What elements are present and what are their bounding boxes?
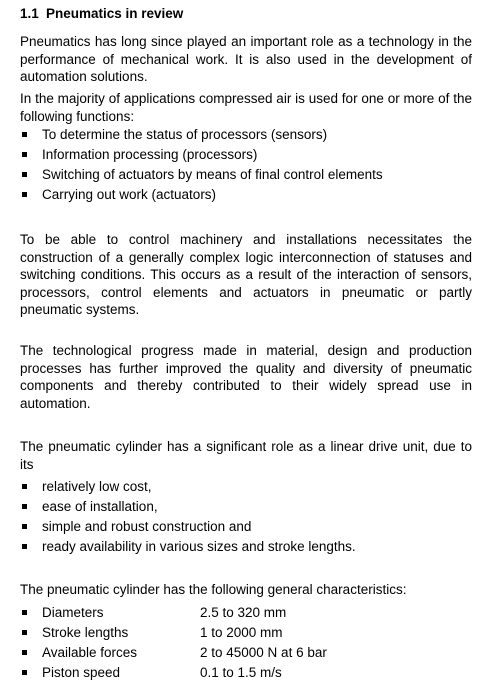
list-item-text: To determine the status of processors (sensors) [42, 127, 328, 142]
list-item [20, 165, 472, 185]
characteristic-label: Available forces [42, 645, 138, 660]
list-item-text: ease of installation, [42, 499, 158, 514]
paragraph-characteristics-intro: The pneumatic cylinder has the following general characteristics: [20, 582, 407, 597]
list-item-text: Information processing (processors) [42, 147, 258, 162]
bullet-icon [22, 670, 27, 675]
characteristic-value: 0.1 to 1.5 m/s [200, 665, 282, 680]
list-item [20, 145, 472, 165]
bullet-icon [22, 132, 27, 137]
section-heading [20, 6, 183, 22]
characteristic-value: 2.5 to 320 mm [200, 605, 287, 620]
list-item [20, 537, 472, 557]
characteristic-label: Diameters [42, 605, 104, 620]
functions-list [20, 125, 472, 205]
paragraph-cylinder-role: The pneumatic cylinder has a significant role as a linear drive unit, due to its [20, 439, 472, 472]
bullet-icon [22, 172, 27, 177]
bullet-icon [22, 524, 27, 529]
list-item-text: Switching of actuators by means of final control elements [42, 167, 383, 182]
bullet-icon [22, 192, 27, 197]
bullet-icon [22, 610, 27, 615]
bullet-icon [22, 152, 27, 157]
list-item [20, 185, 472, 205]
characteristic-label: Stroke lengths [42, 625, 129, 640]
list-item [20, 603, 472, 623]
paragraph-control-machinery: To be able to control machinery and installations necessitates the construction of a generally complex logic interconnection of statuses and switching conditions. This occurs as a result of the interaction of sensors, processors, control elements and actuators in pneumatic or partly pneumatic systems. [20, 232, 472, 317]
characteristic-value: 1 to 2000 mm [200, 625, 283, 640]
paragraph-technological-progress: The technological progress made in material, design and production processes has further improved the quality and diversity of pneumatic components and thereby contributed to their widely spread use in automation. [20, 343, 472, 411]
list-item-text: simple and robust construction and [42, 519, 252, 534]
bullet-icon [22, 630, 27, 635]
cylinder-reasons-list [20, 477, 472, 557]
list-item-text: Carrying out work (actuators) [42, 187, 217, 202]
characteristics-list [20, 603, 472, 683]
list-item [20, 663, 472, 683]
bullet-icon [22, 650, 27, 655]
list-item [20, 643, 472, 663]
characteristic-label: Piston speed [42, 665, 121, 680]
bullet-icon [22, 544, 27, 549]
bullet-icon [22, 504, 27, 509]
list-item-text: relatively low cost, [42, 479, 152, 494]
characteristic-value: 2 to 45000 N at 6 bar [200, 645, 327, 660]
list-item [20, 623, 472, 643]
section-number: 1.1 [20, 6, 39, 21]
paragraph-functions-intro: In the majority of applications compressed air is used for one or more of the following functions: [20, 91, 472, 124]
bullet-icon [22, 484, 27, 489]
list-item-text: ready availability in various sizes and stroke lengths. [42, 539, 356, 554]
list-item [20, 517, 472, 537]
list-item [20, 497, 472, 517]
list-item [20, 477, 472, 497]
list-item [20, 125, 472, 145]
paragraph-intro: Pneumatics has long since played an important role as a technology in the performance of mechanical work. It is also used in the development of automation solutions. [20, 34, 472, 84]
section-title: Pneumatics in review [46, 6, 184, 21]
